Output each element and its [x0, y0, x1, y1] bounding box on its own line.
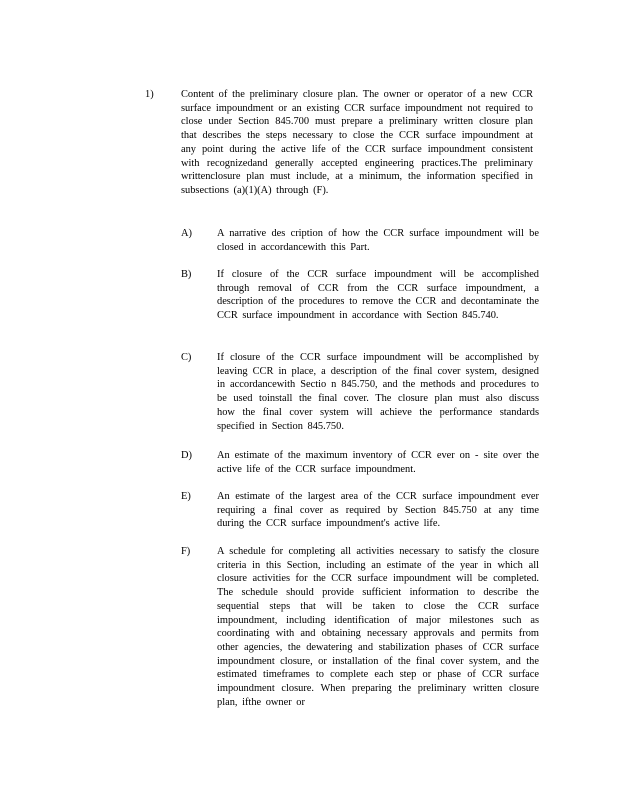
subitem-label: A) — [181, 228, 192, 239]
subitem-label: D) — [181, 450, 192, 461]
subitem-label: E) — [181, 491, 191, 502]
subitem-label: C) — [181, 352, 192, 363]
subitem-paragraph: A schedule for completing all activities necessary to satisfy the closure criteria in this Section, including an estimate of the year in which all closure activities for the CCR surface impoundment will be completed. The schedule should provide sufficient information to describe the sequential steps that will be taken to close the CCR surface impoundment, including identification of major milestones such as coordinating with and obtaining necessary approvals and permits from other agencies, the dewatering and stabilization phases of CCR surface impoundment closure, or installation of the final cover system, and the estimated timeframes to complete each step or phase of CCR surface impoundment closure. When preparing the preliminary written closure plan, ifthe owner or — [217, 546, 539, 708]
subitem-label: B) — [181, 269, 192, 280]
subitem-paragraph: If closure of the CCR surface impoundment will be accomplished by leaving CCR in place, a description of the final cover system, designed in accordancewith Sectio n 845.750, and the methods and procedures to be used toinstall the final cover. The closure plan must also discuss how the final cover system will achieve the performance standards specified in Section 845.750. — [217, 352, 539, 432]
subitem-label: F) — [181, 546, 191, 557]
subitem-paragraph: If closure of the CCR surface impoundment will be accomplished through removal of CCR from the CCR surface impoundment, a description of the procedures to remove the CCR and decontaminate the CCR surface impoundment in accordance with Section 845.740. — [217, 269, 539, 322]
subitem-paragraph: An estimate of the maximum inventory of CCR ever on - site over the active life of the CCR surface impoundment. — [217, 450, 539, 475]
item-paragraph: Content of the preliminary closure plan. The owner or operator of a new CCR surface impoundment or an existing CCR surface impoundment not required to close under Section 845.700 must prepare a preliminary written closure plan that describes the steps necessary to close the CCR surface impoundment at any point during the active life of the CCR surface impoundment consistent with recognizedand generally accepted engineering practices.The preliminary writtenclosure plan must include, at a minimum, the information specified in subsections (a)(1)(A) through (F). — [181, 89, 533, 196]
subitem-paragraph: A narrative des cription of how the CCR surface impoundment will be closed in accordancewith this Part. — [217, 228, 539, 253]
item-number: 1) — [145, 89, 154, 100]
subitem-paragraph: An estimate of the largest area of the CCR surface impoundment ever requiring a final cover as required by Section 845.750 at any time during the CCR surface impoundment's active life. — [217, 491, 539, 530]
